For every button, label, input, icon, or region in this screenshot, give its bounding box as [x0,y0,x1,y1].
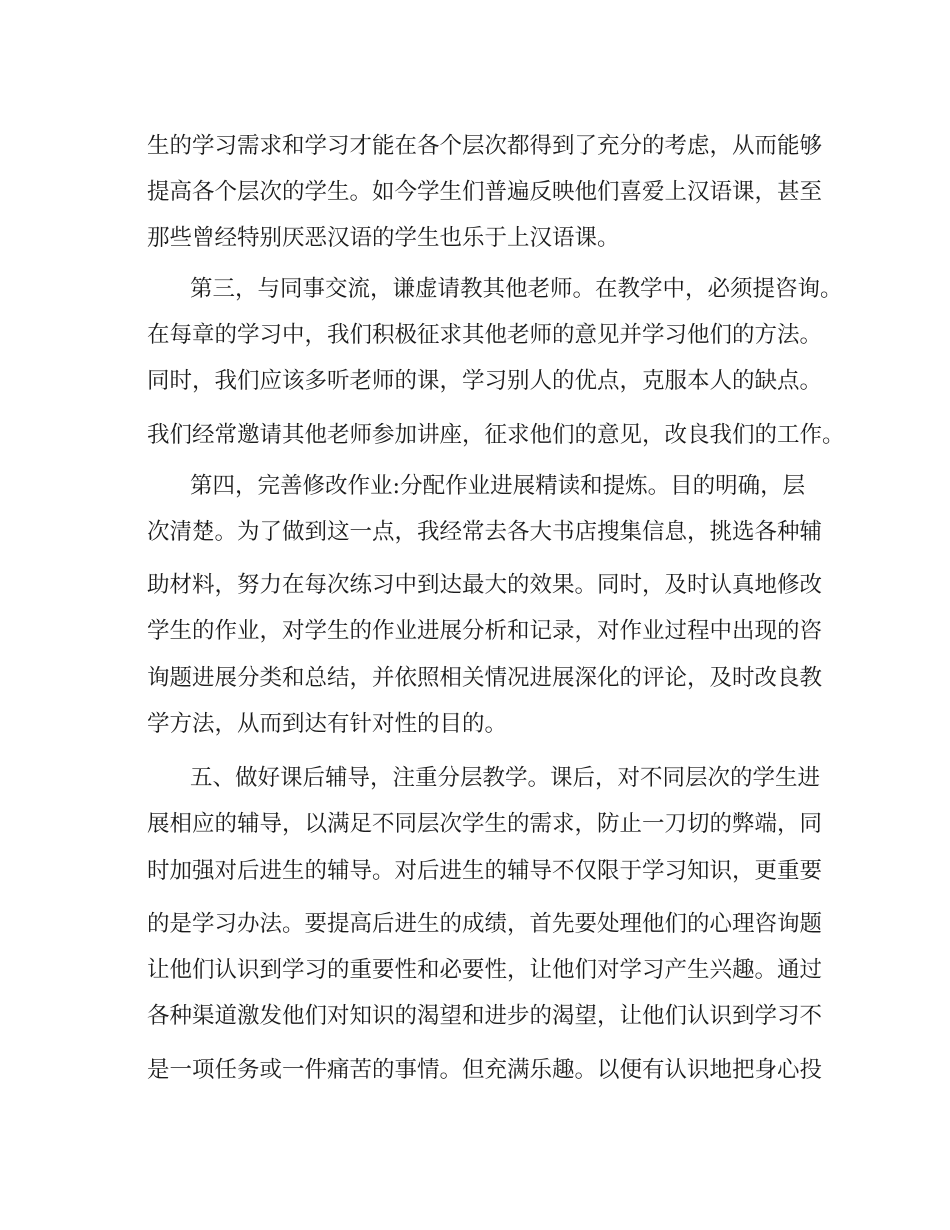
text-line: 展相应的辅导，以满足不同层次学生的需求，防止一刀切的弊端，同 [147,811,823,837]
text-line: 我们经常邀请其他老师参加讲座，征求他们的意见，改良我们的工作。 [147,422,845,448]
text-line: 提高各个层次的学生。如今学生们普遍反映他们喜爱上汉语课，甚至 [147,179,823,205]
text-line: 学方法，从而到达有针对性的目的。 [147,711,508,737]
text-line: 时加强对后进生的辅导。对后进生的辅导不仅限于学习知识，更重要 [147,858,823,884]
text-line: 生的学习需求和学习才能在各个层次都得到了充分的考虑，从而能够 [147,133,823,159]
text-line: 学生的作业，对学生的作业进展分析和记录，对作业过程中出现的咨 [147,618,823,644]
paragraph-start-line: 第三，与同事交流，谦虚请教其他老师。在教学中，必须提咨询。 [190,276,843,302]
text-line: 助材料，努力在每次练习中到达最大的效果。同时，及时认真地修改 [147,572,823,598]
text-line: 同时，我们应该多听老师的课，学习别人的优点，克服本人的缺点。 [147,368,823,394]
paragraph-start-line: 第四，完善修改作业:分配作业进展精读和提炼。目的明确，层 [190,473,806,499]
text-line: 让他们认识到学习的重要性和必要性，让他们对学习产生兴趣。通过 [147,957,823,983]
paragraph-start-line: 五、做好课后辅导，注重分层教学。课后，对不同层次的学生进 [190,765,821,791]
text-line: 各种渠道激发他们对知识的渴望和进步的渴望，让他们认识到学习不 [147,1003,823,1029]
text-line: 是一项任务或一件痛苦的事情。但充满乐趣。以便有认识地把身心投 [147,1057,823,1083]
text-line: 的是学习办法。要提高后进生的成绩，首先要处理他们的心理咨询题 [147,911,823,937]
text-line: 在每章的学习中，我们积极征求其他老师的意见并学习他们的方法。 [147,322,823,348]
text-line: 询题进展分类和总结，并依照相关情况进展深化的评论，及时改良教 [147,665,823,691]
text-line: 次清楚。为了做到这一点，我经常去各大书店搜集信息，挑选各种辅 [147,519,823,545]
text-line: 那些曾经特别厌恶汉语的学生也乐于上汉语课。 [147,225,620,251]
